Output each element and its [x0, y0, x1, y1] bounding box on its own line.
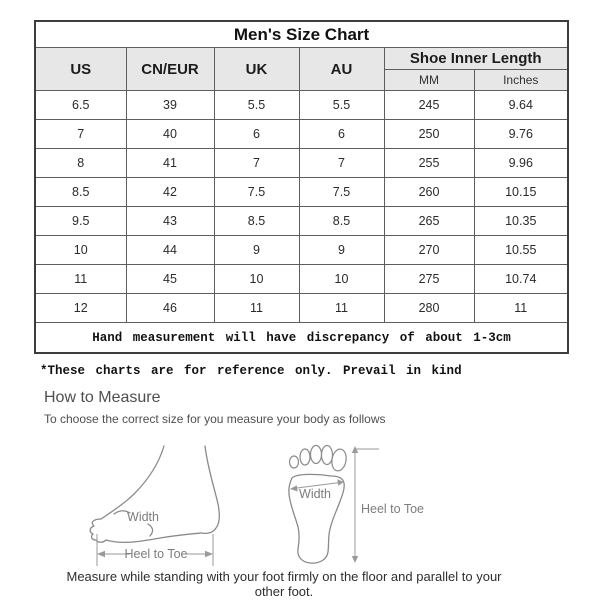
- table-row: [35, 178, 568, 207]
- size-cell: 7: [299, 149, 384, 178]
- size-cell: 12: [35, 294, 126, 323]
- size-cell: 9.5: [35, 207, 126, 236]
- size-cell: 9.76: [474, 120, 568, 149]
- size-cell: 10.35: [474, 207, 568, 236]
- footprint-illustration: [283, 432, 425, 567]
- side-foot-illustration: [88, 444, 228, 576]
- size-cell: 270: [384, 236, 474, 265]
- table-row: [35, 149, 568, 178]
- size-cell: 41: [126, 149, 214, 178]
- size-cell: 10: [299, 265, 384, 294]
- size-cell: 42: [126, 178, 214, 207]
- side-foot-width-label: Width: [127, 510, 159, 524]
- size-cell: 10.55: [474, 236, 568, 265]
- measurement-discrepancy-note: Hand measurement will have discrepancy of about 1-3cm: [35, 323, 568, 354]
- size-cell: 45: [126, 265, 214, 294]
- size-cell: 11: [214, 294, 299, 323]
- table-title: Men's Size Chart: [35, 21, 568, 48]
- size-cell: 5.5: [214, 91, 299, 120]
- measure-caption: Measure while standing with your foot firmly on the floor and parallel to your other foot.: [66, 569, 502, 599]
- table-footer-row: [35, 323, 568, 354]
- size-cell: 245: [384, 91, 474, 120]
- size-cell: 43: [126, 207, 214, 236]
- table-row: [35, 207, 568, 236]
- size-cell: 275: [384, 265, 474, 294]
- size-cell: 265: [384, 207, 474, 236]
- how-to-measure-heading: How to Measure: [44, 389, 161, 406]
- footprint-width-label: Width: [299, 487, 331, 501]
- size-cell: 39: [126, 91, 214, 120]
- size-cell: 46: [126, 294, 214, 323]
- second-toe: [322, 446, 333, 465]
- size-cell: 40: [126, 120, 214, 149]
- header-shoe-inner-length: Shoe Inner Length: [384, 48, 568, 70]
- size-cell: 7: [214, 149, 299, 178]
- size-cell: 280: [384, 294, 474, 323]
- header-au: AU: [299, 48, 384, 91]
- table-title-row: [35, 21, 568, 48]
- reference-note: *These charts are for reference only. Prevail in kind: [40, 364, 462, 378]
- side-foot-ball-crease: [148, 524, 153, 536]
- header-us: US: [35, 48, 126, 91]
- size-cell: 10.15: [474, 178, 568, 207]
- size-cell: 7: [35, 120, 126, 149]
- table-row: [35, 236, 568, 265]
- how-to-measure-subheading: To choose the correct size for you measure your body as follows: [44, 412, 386, 426]
- size-cell: 260: [384, 178, 474, 207]
- side-foot-leg-back-heel: [201, 446, 219, 533]
- side-foot-toes: [90, 519, 106, 542]
- middle-toe: [311, 446, 322, 464]
- arrowhead-left-icon: [97, 551, 105, 557]
- side-foot-leg-front: [101, 446, 164, 519]
- size-cell: 6: [299, 120, 384, 149]
- header-cn-eur: CN/EUR: [126, 48, 214, 91]
- size-cell: 11: [474, 294, 568, 323]
- table-row: [35, 120, 568, 149]
- side-foot-heel-to-toe-label: Heel to Toe: [124, 547, 188, 561]
- arrowhead-right-icon: [205, 551, 213, 557]
- big-toe: [330, 448, 348, 472]
- size-cell: 10.74: [474, 265, 568, 294]
- fourth-toe: [300, 449, 310, 465]
- size-cell: 10: [35, 236, 126, 265]
- size-cell: 9: [214, 236, 299, 265]
- size-cell: 8.5: [35, 178, 126, 207]
- table-row: [35, 265, 568, 294]
- size-cell: 8.5: [214, 207, 299, 236]
- size-cell: 11: [35, 265, 126, 294]
- size-cell: 255: [384, 149, 474, 178]
- size-cell: 8.5: [299, 207, 384, 236]
- size-cell: 250: [384, 120, 474, 149]
- size-cell: 6: [214, 120, 299, 149]
- size-cell: 9.96: [474, 149, 568, 178]
- size-cell: 7.5: [214, 178, 299, 207]
- size-cell: 9: [299, 236, 384, 265]
- size-cell: 8: [35, 149, 126, 178]
- table-header-row: [35, 48, 568, 70]
- arrowhead-down-icon: [352, 556, 358, 563]
- subheader-inches: Inches: [474, 70, 568, 91]
- table-row: [35, 91, 568, 120]
- size-cell: 44: [126, 236, 214, 265]
- width-arrowhead-left-icon: [290, 485, 298, 491]
- header-uk: UK: [214, 48, 299, 91]
- size-chart-table: [34, 20, 569, 354]
- size-cell: 6.5: [35, 91, 126, 120]
- subheader-mm: MM: [384, 70, 474, 91]
- size-cell: 11: [299, 294, 384, 323]
- footprint-heel-to-toe-label: Heel to Toe: [361, 502, 425, 516]
- pinky-toe: [290, 456, 299, 468]
- side-foot-sole: [106, 533, 201, 542]
- table-row: [35, 294, 568, 323]
- size-cell: 7.5: [299, 178, 384, 207]
- size-cell: 10: [214, 265, 299, 294]
- size-cell: 5.5: [299, 91, 384, 120]
- size-cell: 9.64: [474, 91, 568, 120]
